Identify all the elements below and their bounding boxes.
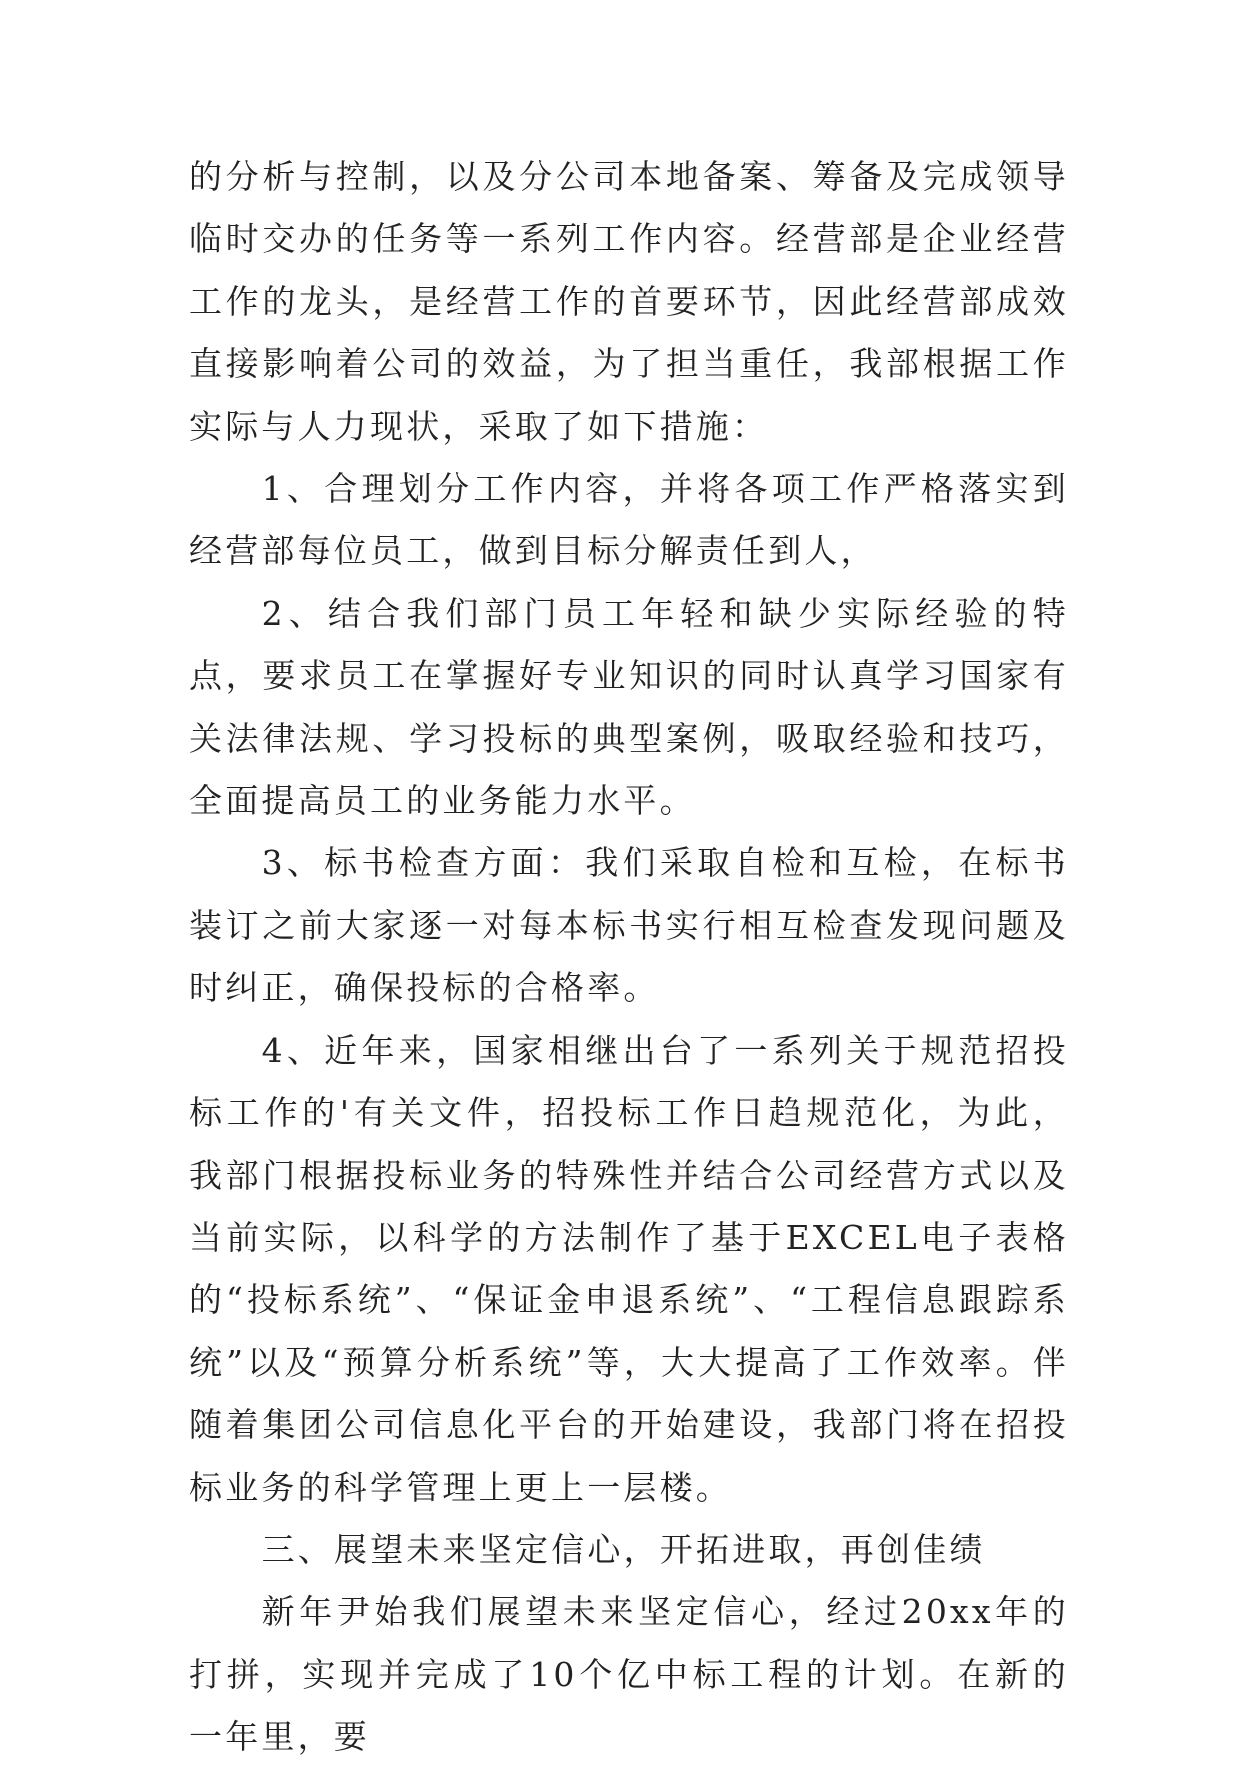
paragraph-measure-1: 1、合理划分工作内容，并将各项工作严格落实到经营部每位员工，做到目标分解责任到人， [189,469,1069,571]
section-heading-outlook: 三、展望未来坚定信心，开拓进取，再创佳绩 [261,1529,986,1569]
paragraph-measure-4: 4、近年来，国家相继出台了一系列关于规范招投标工作的'有关文件，招投标工作日趋规范化，为此，我部门根据投标业务的特殊性并结合公司经营方式以及当前实际，以科学的方法制作了基于EXCEL电子表格的“投标系统”、“保证金申退系统”、“工程信息跟踪系统”以及“预算分析系统”等，大大提高了工作效率。伴随着集团公司信息化平台的开始建设，我部门将在招投标业务的科学管理上更上一层楼。 [189,1030,1069,1507]
paragraph-measure-3: 3、标书检查方面：我们采取自检和互检，在标书装订之前大家逐一对每本标书实行相互检查发现问题及时纠正，确保投标的合格率。 [189,843,1069,1008]
paragraph-measure-2: 2、结合我们部门员工年轻和缺少实际经验的特点，要求员工在掌握好专业知识的同时认真学习国家有关法律法规、学习投标的典型案例，吸取经验和技巧，全面提高员工的业务能力水平。 [189,593,1069,821]
document-body [189,146,1069,1769]
paragraph-new-year: 新年尹始我们展望未来坚定信心，经过20xx年的打拼，实现并完成了10个亿中标工程的计划。在新的一年里，要 [189,1592,1069,1757]
paragraph-continuation: 的分析与控制，以及分公司本地备案、筹备及完成领导临时交办的任务等一系列工作内容。经营部是企业经营工作的龙头，是经营工作的首要环节，因此经营部成效直接影响着公司的效益，为了担当重任，我部根据工作实际与人力现状，采取了如下措施： [189,157,1069,446]
